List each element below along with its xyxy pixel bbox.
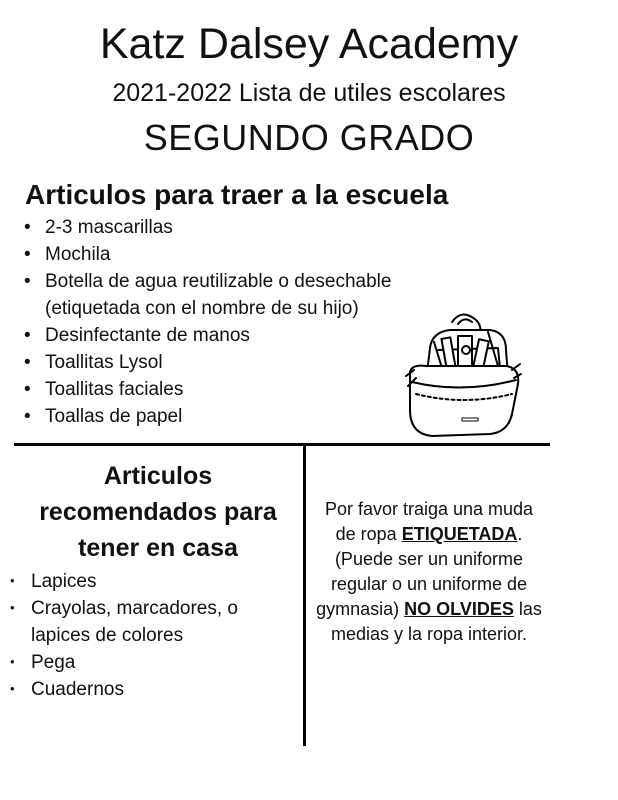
list-item: • Toallitas Lysol (24, 349, 424, 376)
list-item: • Desinfectante de manos (24, 322, 424, 349)
page-title: Katz Dalsey Academy (99, 20, 519, 68)
list-item: • Lapices (10, 568, 300, 595)
list-item: • Cuadernos (10, 676, 300, 703)
list-item: • Mochila (24, 241, 424, 268)
grade-heading: SEGUNDO GRADO (143, 117, 475, 158)
bring-section-heading: Articulos para traer a la escuela (25, 179, 449, 210)
note-emphasis-labeled: ETIQUETADA (401, 524, 518, 544)
note-text: las medias y la ropa interior. (330, 599, 542, 644)
home-items-list (10, 568, 300, 703)
bring-items-list (24, 214, 424, 430)
list-item: • Botella de agua reutilizable o desechable (etiquetada con el nombre de su hijo) (24, 268, 420, 322)
list-item: • Toallitas faciales (24, 376, 424, 403)
list-item: • Crayolas, marcadores, o lapices de colores (10, 595, 271, 649)
list-item: • Toallas de papel (24, 403, 424, 430)
horizontal-divider (14, 443, 550, 446)
home-section-heading: Articulos recomendados para tener en casa (39, 462, 277, 562)
list-item: • Pega (10, 649, 300, 676)
backpack-icon (402, 310, 522, 440)
list-item: • 2-3 mascarillas (24, 214, 424, 241)
note-text: . (Puede ser un uniforme regular o un uniforme de gymnasia) (316, 524, 528, 619)
clothing-note (316, 497, 542, 647)
note-text: Por favor traiga una muda de ropa (324, 499, 534, 544)
page-subtitle: 2021-2022 Lista de utiles escolares (112, 79, 506, 107)
note-emphasis-reminder: NO OLVIDES (404, 599, 514, 619)
vertical-divider (303, 446, 306, 746)
